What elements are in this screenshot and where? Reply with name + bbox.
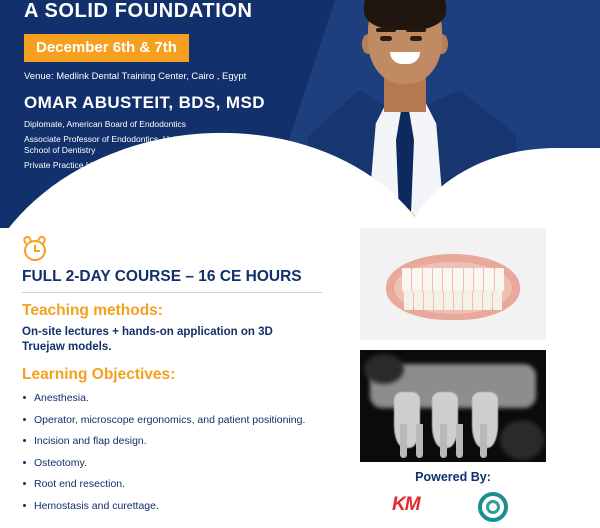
speaker-credential: Associate Professor of Endodontics, University of Minnesota School of Dentistry	[24, 133, 252, 155]
teal-logo-inner-ring	[486, 500, 500, 514]
list-item: Incision and flap design.	[22, 434, 352, 448]
course-title: A SOLID FOUNDATION	[24, 0, 253, 22]
venue-text: Venue: Medlink Dental Training Center, Cairo , Egypt	[24, 71, 247, 82]
red-sponsor-logo-text: KM	[392, 494, 420, 515]
list-item: Anesthesia.	[22, 391, 352, 405]
red-sponsor-logo	[392, 492, 440, 526]
learning-objectives-heading: Learning Objectives:	[22, 366, 176, 383]
xray-shadow	[500, 420, 544, 460]
xray-root-shape	[400, 424, 407, 458]
alarm-clock-icon	[22, 236, 48, 262]
model-upper-teeth	[402, 268, 504, 292]
teaching-methods-text: On-site lectures + hands-on application on 3D Truejaw models.	[22, 326, 273, 353]
media-column	[358, 228, 600, 515]
speaker-credential: Private Practice Limited to Endodontics	[24, 159, 172, 170]
eye-left-shape	[380, 36, 392, 41]
list-item: Root end resection.	[22, 477, 352, 491]
hero-text-block	[24, 0, 324, 171]
speaker-credential: Diplomate, American Board of Endodontics	[24, 119, 187, 129]
eye-right-shape	[410, 36, 422, 41]
dental-xray-photo	[360, 350, 546, 462]
course-length-text: FULL 2-DAY COURSE – 16 CE HOURS	[22, 268, 302, 285]
xray-shadow	[364, 354, 404, 384]
xray-root-shape	[456, 424, 463, 458]
date-badge: December 6th & 7th	[24, 34, 189, 62]
dental-model-photo	[360, 228, 546, 340]
xray-root-shape	[440, 424, 447, 458]
course-details-column	[0, 228, 352, 512]
hair-shape	[364, 0, 446, 30]
list-item: Osteotomy.	[22, 456, 352, 470]
list-item: Operator, microscope ergonomics, and patient positioning.	[22, 413, 352, 427]
learning-objectives-list	[22, 391, 352, 513]
hero-banner	[0, 0, 600, 228]
list-item: Hemostasis and curettage.	[22, 499, 352, 513]
powered-by-label: Powered By:	[415, 470, 491, 484]
speaker-name: OMAR ABUSTEIT, BDS, MSD	[24, 93, 265, 112]
sponsor-logos	[360, 490, 546, 528]
teal-sponsor-logo	[474, 492, 514, 526]
eyebrow-left-shape	[376, 28, 396, 32]
xray-root-shape	[480, 424, 487, 458]
model-lower-teeth	[404, 290, 502, 310]
xray-root-shape	[416, 424, 423, 458]
section-divider	[22, 292, 322, 293]
eyebrow-right-shape	[406, 28, 426, 32]
teaching-methods-heading: Teaching methods:	[22, 302, 163, 319]
